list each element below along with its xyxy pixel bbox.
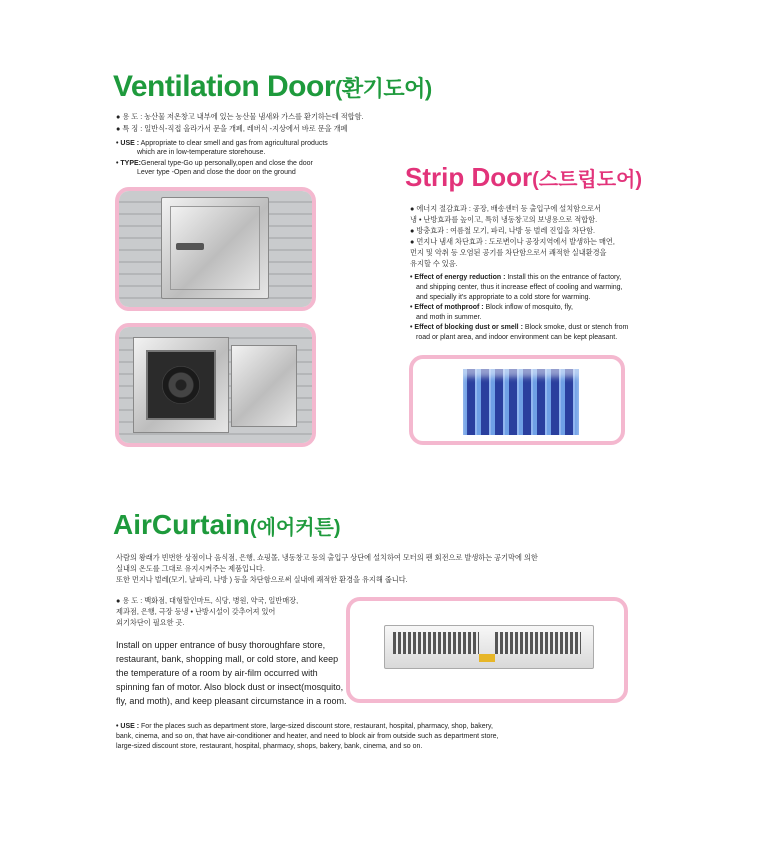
- ventilation-type-line2: Lever type -Open and close the door on the ground: [137, 169, 296, 176]
- open-door-frame: [133, 337, 229, 433]
- strip-effect-line: and moth in summer.: [416, 314, 482, 321]
- strip-effect-line: [410, 303, 573, 313]
- type-line1: General type-Go up personally,open and close the door: [141, 160, 313, 167]
- use-line1: Appropriate to clear smell and gas from agricultural products: [139, 140, 328, 147]
- strip-effect-line: road or plant area, and indoor environment can be kept pleasant.: [416, 334, 618, 341]
- aircurtain-ko-use-2: 제과점, 은행, 극장 등냉 • 난방시설이 갖추어져 있어: [116, 607, 276, 616]
- strip-door-photo: [409, 355, 625, 445]
- aircurtain-title-ko: (에어커튼): [249, 517, 341, 539]
- strip-ko-line-5: 먼지 및 악취 등 오염된 공기를 차단함으로서 쾌적한 실내환경을: [410, 248, 607, 257]
- ventilation-ko-feature: ● 특 징 : 일반식-직접 올라가서 문을 개폐, 레버식 -지상에서 바로 문을 개폐: [116, 124, 348, 133]
- aircurtain-ko-para-3: 또한 먼지나 벌레(모기, 날파리, 나방 ) 등을 차단함으로써 실내에 쾌적한 환경을 유지해 줍니다.: [116, 575, 408, 584]
- use-label: • USE :: [116, 140, 140, 147]
- door-handle: [176, 243, 204, 250]
- ventilation-door-title: [113, 70, 432, 104]
- effect-mothproof-text: Block inflow of mosquito, fly,: [483, 304, 573, 311]
- aircurtain-use-text: For the places such as department store, large-sized discount store, restaurant, hospital, pharmacy, shop, bakery,: [139, 723, 493, 730]
- aircurtain-badge: [479, 654, 495, 662]
- strip-title-ko: (스트립도어): [532, 169, 643, 191]
- ventilation-title-ko: (환기도어): [335, 76, 432, 101]
- strip-curtain: [463, 369, 579, 435]
- aircurtain-en-line-5: fly, and moth), and keep pleasant circumstance in a room.: [116, 696, 347, 706]
- aircurtain-en-line-1: Install on upper entrance of busy thoroughfare store,: [116, 640, 326, 650]
- aircurtain-en-line-3: the temperature of a room by air-film occurred with: [116, 668, 318, 678]
- strip-ko-line-2: 냉 • 난방효과를 높이고, 특히 냉동창고의 보냉용으로 적합함.: [410, 215, 598, 224]
- strip-effect-line: and shipping center, thus it increase effect of cooling and warming,: [416, 284, 623, 291]
- strip-door-title: [405, 162, 642, 193]
- aircurtain-use-label: • USE :: [116, 723, 140, 730]
- aircurtain-use-line-1: [116, 722, 493, 732]
- type-label: • TYPE:: [116, 160, 142, 167]
- ventilation-door-open-photo: [115, 323, 316, 447]
- effect-mothproof-label: • Effect of mothproof :: [410, 304, 484, 311]
- aircurtain-en-line-2: restaurant, bank, shopping mall, or cold store, and keep: [116, 654, 339, 664]
- effect-energy-text: Install this on the entrance of factory,: [505, 274, 622, 281]
- ventilation-use-line2: which are in low-temperature storehouse.: [137, 149, 266, 156]
- aircurtain-ko-use-1: ● 용 도 : 백화점, 대형할인마트, 식당, 병원, 약국, 일반매장,: [116, 596, 299, 605]
- ventilation-ko-use: ● 용 도 : 농산물 저온창고 내부에 있는 농산물 냄새와 가스를 환기하는데 적합함.: [116, 112, 364, 121]
- open-door-panel: [231, 345, 297, 427]
- aircurtain-ko-para-2: 실내의 온도를 그대로 유지시켜주는 제품입니다.: [116, 564, 265, 573]
- closed-door-frame: [161, 197, 269, 299]
- aircurtain-unit: [384, 625, 594, 669]
- fan-icon: [162, 366, 200, 404]
- aircurtain-title: [113, 509, 341, 541]
- ventilation-title-en: Ventilation Door: [113, 70, 336, 103]
- aircurtain-ko-use-3: 외기차단이 필요한 곳.: [116, 618, 185, 627]
- effect-energy-label: • Effect of energy reduction :: [410, 274, 506, 281]
- aircurtain-use-line-2: bank, cinema, and so on, that have air-conditioner and heater, and need to block air from outside such as department store,: [116, 733, 499, 740]
- strip-ko-line-6: 유지할 수 있음.: [410, 259, 458, 268]
- aircurtain-use-line-3: large-sized discount store, restaurant, hospital, pharmacy, shops, bakery, bank, cinema, and so on.: [116, 743, 423, 750]
- strip-effect-line: [410, 273, 621, 283]
- aircurtain-ko-para-1: 사람의 왕래가 빈번한 상점이나 음식점, 은행, 쇼핑몰, 냉동창고 등의 출입구 상단에 설치하여 모터의 팬 회전으로 발생하는 공기막에 의한: [116, 553, 538, 562]
- strip-title-en: Strip Door: [405, 162, 533, 192]
- strip-ko-line-4: ● 먼지나 냄새 차단효과 : 도로변이나 공장지역에서 발생하는 매연,: [410, 237, 615, 246]
- aircurtain-photo: [346, 597, 628, 703]
- effect-dust-label: • Effect of blocking dust or smell :: [410, 324, 523, 331]
- effect-dust-text: Block smoke, dust or stench from: [522, 324, 629, 331]
- strip-effect-line: [410, 323, 628, 333]
- strip-ko-line-1: ● 에너지 절감효과 : 공장, 배송센터 등 출입구에 설치함으로서: [410, 204, 601, 213]
- aircurtain-en-line-4: spinning fan of motor. Also block dust or insect(mosquito,: [116, 682, 344, 692]
- strip-ko-line-3: ● 방충효과 : 여름철 모기, 파리, 나방 등 벌레 진입을 차단함.: [410, 226, 596, 235]
- strip-effect-line: and specially it's appropriate to a cold store for warming.: [416, 294, 591, 301]
- ventilation-door-closed-photo: [115, 187, 316, 311]
- aircurtain-title-en: AirCurtain: [113, 509, 250, 540]
